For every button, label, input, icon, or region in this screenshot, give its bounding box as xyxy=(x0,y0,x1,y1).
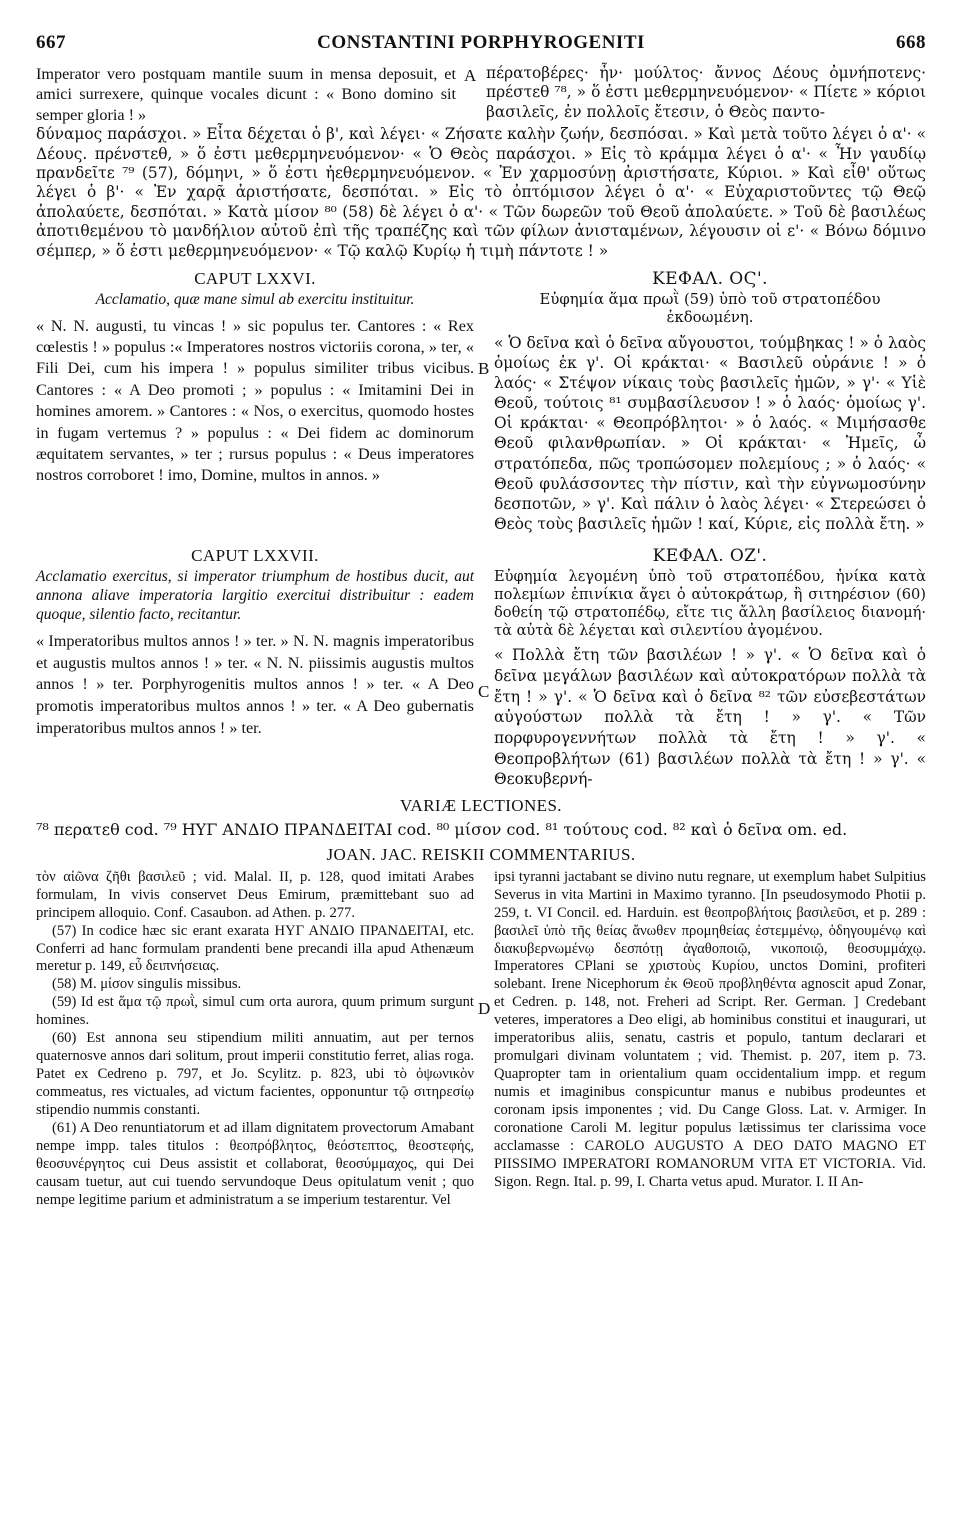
chapter-77-latin-text: « Imperatoribus multos annos ! » ter. » N. N. magnis imperatoribus et augustis multos annos ! » ter. « N. N. piissimis augustis multos annos ! » ter. Porphyrogenitis multos annos ! » ter. « A Deo promotis imperatoribus multos annos ! » ter. « A Deo gubernatis imperatoribus multos annos ! » ter. xyxy=(36,632,474,737)
margin-letter-a: A xyxy=(464,66,477,85)
commentary-para: (60) Est annona seu stipendium militi annuatim, aut per ternos quaternosve annos dari solitum, prout imperii constitutio ferret, alias roga. Patet ex Cedreno p. 797, et Jo. Scylitz. p. 823, ubi τὸ ὀψωνικὸν commeatus, res victuales, ad victum facientes, opponuntur τῷ σιτηρεσίῳ stipendio nummis constanti. xyxy=(36,1030,474,1118)
chapter-76-greek-heading: ΚΕΦΑΛ. ΟϚ'. xyxy=(652,269,768,290)
chapter-76-greek-text: « Ὁ δεῖνα καὶ ὁ δεῖνα αὔγουστοι, τούμβηκας ! » ὁ λαὸς ὁμοίως ἐκ γ'. Οἱ κράκται· « Βασιλεῦ οὐράνιε ! » ὁ λαός· « Στέψον νίκαις τοὺς βασιλεῖς ἡμῶν, » γ'· « Υἱὲ Θεοῦ, τούτοις ⁸¹ συμβασίλευσον ! » ὁ λαός· ὁμοίως γ'. Οἱ κράκται· « Θεοπρόβλητοι· » ὁ λαός. « Μιμήσασθε Θεοῦ φιλανθρωπίαν. » Οἱ κράκται· « Ἡμεῖς, ὦ στρατόπεδα, πῶς τροπώσομεν πολεμίους ; » ὁ λαός· « Θεοῦ φυλάσσοντες τὴν πίστιν, καὶ τὴν εὐγνωμοσύνην δεσποτῶν, » γ'. Καὶ πάλιν ὁ λαὸς λέγει· « Στερεώσει ὁ Θεὸς τοὺς βασιλεῖς ἡμῶν ! καί, Κύριε, εἰς πολλὰ ἔτη. » xyxy=(494,333,926,534)
running-title: CONSTANTINI PORPHYROGENITI xyxy=(317,32,645,53)
chapter-76-latin-text: « N. N. augusti, tu vincas ! » sic populus ter. Cantores : « Rex cœlestis ! » populus :« Imperatores nostros victoriis corona, » ter, « Fili Dei, cum his impera ! » populus similiter tribus vicibus. Cantores : « A Deo promoti ; » populus : « Imitamini Dei in homines amorem. » Cantores : « Nos, o exercitus, quomodo hostes in fugam vertemus ? » populus : « Dei fidem ac dominorum æquitatem servantes, » ter ; rursus populus : « Deus imperatores nostros corroboret ! imo, Domine, multos in annos. » xyxy=(36,316,474,485)
page-header xyxy=(36,28,926,58)
chapter-77-latin xyxy=(36,542,474,739)
variae-heading: VARIÆ LECTIONES. xyxy=(400,795,562,815)
variae-text: ⁷⁸ περατεθ cod. ⁷⁹ ΗΥΓ ΑΝΔΙΟ ΠΡΑΝΔΕΙΤΑΙ cod. ⁸⁰ μίσον cod. ⁸¹ τούτους cod. ⁸² καὶ ὁ δεῖνα om. ed. xyxy=(36,819,848,839)
chapter-76-greek xyxy=(494,265,926,534)
commentary-heading: JOAN. JAC. REISKII COMMENTARIUS. xyxy=(326,844,636,864)
chapter-77-greek-text: « Πολλὰ ἔτη τῶν βασιλέων ! » γ'. « Ὁ δεῖνα καὶ ὁ δεῖνα μεγάλων βασιλέων καὶ αὐτοκρατόρων πολλὰ τὰ ἔτη ! » γ'. « Ὁ δεῖνα καὶ ὁ δεῖνα ⁸² τῶν εὐσεβεστάτων αὐγούστων πολλὰ τὰ ἔτη ! » γ'. « Τῶν πορφυρογεννήτων πολλὰ τὰ ἔτη ! » γ'. « Θεοπροβλήτων (61) βασιλέων πολλὰ τὰ ἔτη ! » γ'. « Θεοκυβερνή- xyxy=(494,646,926,789)
chapter-77-greek xyxy=(494,542,926,790)
intro-greek-full: δύναμος παράσχοι. » Εἶτα δέχεται ὁ β', καὶ λέγει· « Ζήσατε καλὴν ζωήν, δεσπόσαι. » Καὶ μετὰ τοῦτο λέγει ὁ α'· « Δέους. πρένστεθ, » ὅ ἐστι μεθερμηνευόμενον· « Ὁ Θεὸς παράσχοι. » Εἰς τὸ κράμμα λέγει ὁ α'· « Ἦν γαυδίῳ πρανδεῖτε ⁷⁹ (57), δόμηνι, » ὅ ἐστι ἠεθερμηνευόμενον. « Ἐν χαρμοσύνῃ ἀριστήσατε, Κύριοι. » Καὶ εἶθ' οὕτως λέγει ὁ β'· « Ἐν χαρᾷ ἀριστήσατε, δεσπόται. » Εἰς τὸ ὀπτόμισον λέγει ὁ α'· « Εὐχαριστοῦντες τῷ Θεῷ ἀπολαύετε, δεσπόται. » Κατὰ μίσον ⁸⁰ (58) δὲ λέγει ὁ α'· « Τῶν δωρεῶν τοῦ Θεοῦ ἀπολαύετε. » Τοῦ δὲ βασιλέως ἀποτιθεμένου τὸ μανδήλιον αὐτοῦ ἐπὶ τῆς τραπέζης καὶ τῶν φίλων ἀνισταμένων, λέγουσιν οἱ ε'· « Βόνω δόμινο σέμπερ, » ὅ ἐστι μεθερμηνευόμενον· « Τῷ καλῷ Κυρίῳ ἡ τιμὴ πάντοτε ! » xyxy=(36,125,926,260)
chapter-77-greek-heading: ΚΕΦΑΛ. ΟΖ'. xyxy=(652,546,768,567)
commentary-para: (58) M. μίσον singulis missibus. xyxy=(52,976,242,993)
chapter-76 xyxy=(36,265,926,534)
commentary-para: τὸν αἰῶνα ζῆθι βασιλεῦ ; vid. Malal. II, p. 128, quod imitati Arabes formulam, In vivis conservet Deus Emirum, præmittebant suo ad principem alloquio. Conf. Casaubon. ad Athen. p. 277. xyxy=(36,868,474,921)
commentary-right-text: ipsi tyranni jactabant se divino nutu regnare, ut exemplum habet Sulpitius Severus in vita Martini in Maximo tyranno. [In pseudosymodo Photii p. 259, t. VI Concil. ed. Harduin. est θεοπροβλήτοις βασιλεῦσι, et p. 289 : βασιλεῖ ὑπὸ τῆς θείας ἄνωθεν προμηθείας ἐστεμμένῳ, ὁδηγουμένῳ καὶ διακυβερνωμένῳ δεσπότῃ ἀγαθοποιῷ, νικοποιῷ, θεοσυμμάχῳ. Imperatores CPlani se χριστοὺς Κυρίου, unctos Domini, profiteri solebant. Irene Nicephorum ἐκ Θεοῦ προβληθέντα agnoscit apud Zonar, et Cedren. p. 148, not. Freheri ad Script. Rer. German. ] Credebant veteres, imperatores a Deo eligi, ab hominibus constitui et inaugurari, ut imperatoribus aliis, senatu, castris et populo, tantum declarari et promulgari divinam voluntatem ; vid. Themist. p. 207, item p. 73. Quapropter tam in orientalium quam occidentalium impp. et regum numis et imaginibus conspicuntur manus e nubibus prodeuntes et coronam ipsis imponentes ; vid. Du Cange Gloss. Lat. v. Armiger. In coronatione Caroli M. legitur populus lætissimus ter clarissima voce acclamasse : CAROLO AUGUSTO A DEO DATO MAGNO ET PIISSIMO IMPERATORI ROMANORUM VITA ET VICTORIA. Vid. Sigon. Regn. Ital. p. 99, I. Charta vetus apud. Murator. I. II An- xyxy=(494,868,926,1190)
intro-greek-top: πέρατοβέρες· ἦν· μούλτος· ἄννος Δέους ὀμνήποτενς· πρέστεθ ⁷⁸, » ὅ ἐστι μεθερμηνευόμενον· « Πίετε » κόριοι βασιλεῖς, ἐν πολλοῖς ἔτεσιν, ὁ Θεὸς παντο- xyxy=(486,64,926,121)
chapter-76-latin-heading: CAPUT LXXVI. xyxy=(194,269,316,289)
page-number-left: 667 xyxy=(36,32,66,53)
page xyxy=(36,28,926,1528)
commentary-para: (57) In codice hæc sic erant exarata ΗΥΓ ΑΝΔΙΟ ΠΡΑΝΔΕΙΤΑΙ, etc. Conferri ad hanc formulam prandenti bene precandi illa apud Athenæum meretur p. 149, εὖ δειπνήσειας. xyxy=(36,922,474,975)
margin-letter-c: C xyxy=(478,682,490,702)
commentary xyxy=(36,869,926,1210)
margin-letter-d: D xyxy=(478,998,491,1018)
chapter-77 xyxy=(36,542,926,790)
commentary-left xyxy=(36,869,474,1210)
chapter-77-latin-heading: CAPUT LXXVII. xyxy=(191,546,319,566)
commentary-right xyxy=(494,869,926,1192)
chapter-77-greek-subtitle: Εὐφημία λεγομένη ὑπὸ τοῦ στρατοπέδου, ἡνίκα κατὰ πολεμίων ἐπινίκια ἄγει ὁ αὐτοκράτωρ, ἢ σιτηρέσιον (60) δοθείη τῷ στρατοπέδῳ, εἴτε τις ἄλλη βασίλειος διανομή· τὰ αὐτὰ δὲ λέγεται καὶ σιλεντίου ἀγομένου. xyxy=(494,568,926,639)
page-number-right: 668 xyxy=(896,32,926,53)
chapter-76-latin-subtitle: Acclamatio, quæ mane simul ab exercitu instituitur. xyxy=(95,291,415,309)
intro-latin: Imperator vero postquam mantile suum in mensa deposuit, et amici surrexere, quinque vocales dicunt : « Bono domino sit semper gloria ! » xyxy=(36,65,456,124)
intro-row xyxy=(36,64,926,125)
commentary-para: (61) A Deo renuntiatorum et ad illam dignitatem provectorum Amabant nempe impp. tales titulos : θεοπρόβλητος, θεόστεπτος, θεοστεφής, θεοσυνέργητος cui Deus assistit et collaborat, θεοσύμμαχος, qui Dei causam tuetur, aut cui tuendo servundoque Deus opitulatum venit ; quo nempe legitime parium et administratum a se imperium testarentur. Vel xyxy=(36,1119,474,1208)
chapter-77-latin-subtitle: Acclamatio exercitus, si imperator triumphum de hostibus ducit, aut annona aliave imperatoria largitio exercitui distribuitur : eadem quoque, silentio facto, recitantur. xyxy=(36,568,474,624)
margin-letter-b: B xyxy=(478,359,490,379)
chapter-76-latin xyxy=(36,265,474,487)
chapter-76-greek-subtitle: Εὐφημία ἅμα πρωῒ (59) ὑπὸ τοῦ στρατοπέδου ἐκδοωμένη. xyxy=(539,291,881,326)
commentary-para: (59) Id est ἅμα τῷ πρωῒ, simul cum orta aurora, quum primum surgunt homines. xyxy=(36,994,474,1029)
